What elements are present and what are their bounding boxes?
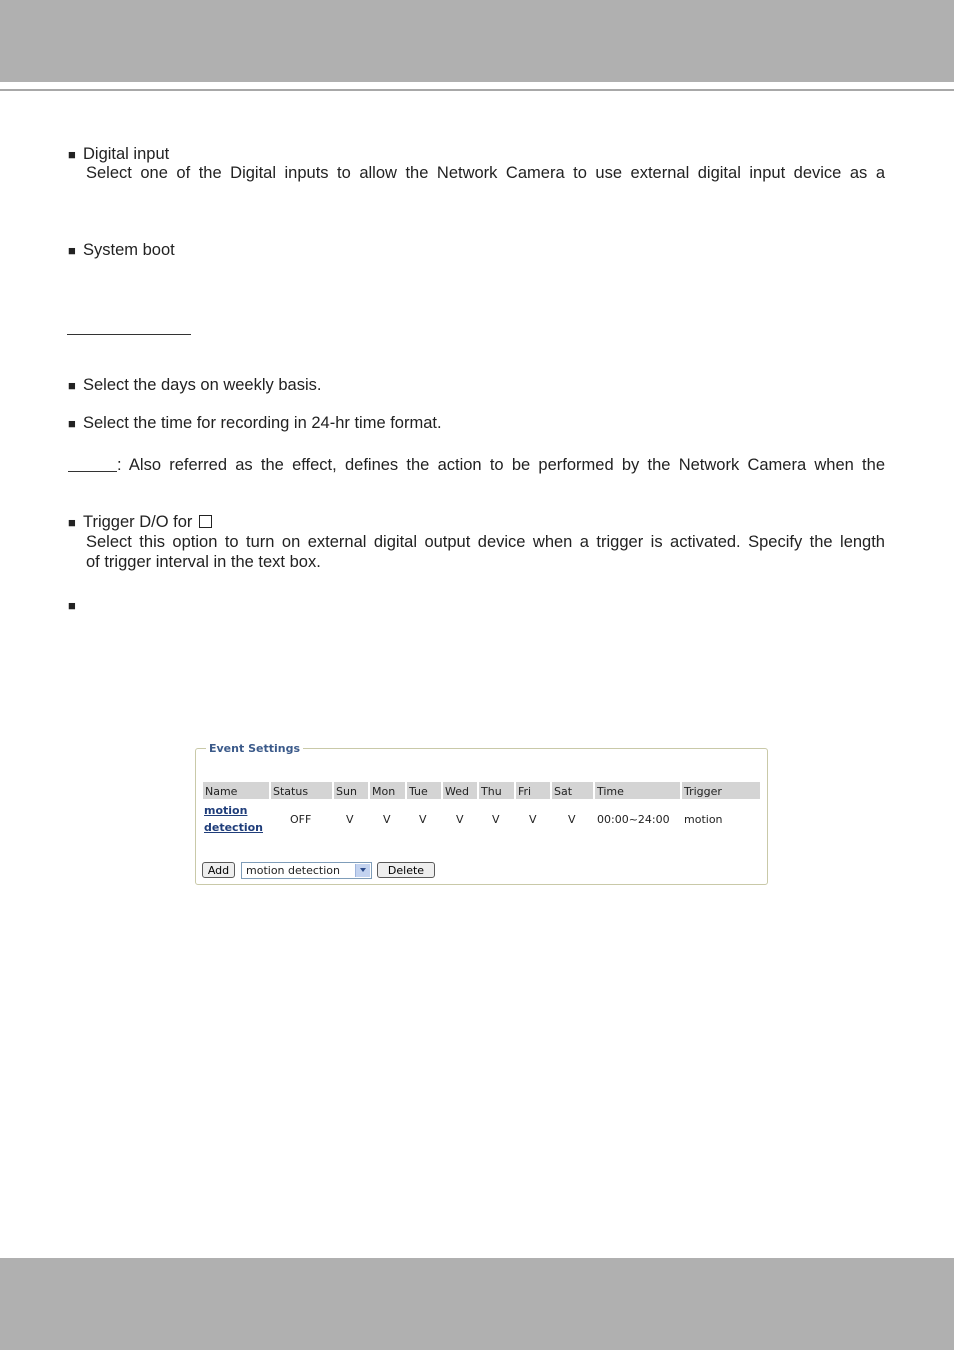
event-select-dropdown[interactable]	[241, 862, 372, 879]
empty-bullet-item	[68, 595, 83, 616]
column-header-sat: Sat	[552, 782, 593, 799]
bullet-icon: ■	[68, 243, 76, 258]
bullet-icon: ■	[68, 416, 76, 431]
digital-input-heading: ■ Digital input	[68, 145, 170, 163]
event-day-mon: V	[383, 813, 391, 826]
column-header-name: Name	[203, 782, 269, 799]
event-day-tue: V	[419, 813, 427, 826]
column-header-trigger: Trigger	[682, 782, 760, 799]
select-days-item: ■ Select the days on weekly basis.	[68, 376, 322, 394]
bullet-icon: ■	[68, 147, 76, 162]
trigger-do-heading: ■ Trigger D/O for	[68, 512, 212, 533]
column-header-time: Time	[595, 782, 680, 799]
column-header-status: Status	[271, 782, 332, 799]
event-select-value: motion detection	[246, 864, 340, 877]
trigger-do-line2: of trigger interval in the text box.	[86, 553, 321, 571]
event-day-wed: V	[456, 813, 464, 826]
bullet-icon: ■	[68, 598, 76, 613]
event-name-link-line2[interactable]: detection	[204, 821, 263, 834]
chevron-down-icon[interactable]	[355, 864, 370, 877]
system-boot-heading: ■ System boot	[68, 241, 175, 259]
event-name-link[interactable]: motion	[204, 804, 248, 817]
section-blank-underline	[67, 334, 191, 335]
page-footer-band	[0, 1258, 954, 1350]
event-day-fri: V	[529, 813, 537, 826]
action-blank-underline	[68, 471, 117, 472]
event-trigger-cell: motion	[684, 813, 723, 826]
column-header-sun: Sun	[334, 782, 368, 799]
column-header-tue: Tue	[407, 782, 441, 799]
digital-input-description: Select one of the Digital inputs to allow the Network Camera to use external digital input device as a	[86, 164, 885, 182]
action-description: : Also referred as the effect, defines the action to be performed by the Network Camera when the	[117, 456, 885, 474]
event-time-cell: 00:00~24:00	[597, 813, 670, 826]
event-day-sat: V	[568, 813, 576, 826]
event-day-sun: V	[346, 813, 354, 826]
select-time-item: ■ Select the time for recording in 24-hr time format.	[68, 414, 442, 432]
bullet-icon: ■	[68, 515, 76, 530]
event-day-thu: V	[492, 813, 500, 826]
page-header-band	[0, 0, 954, 82]
delete-button[interactable]: Delete	[377, 862, 435, 878]
trigger-do-line1: Select this option to turn on external digital output device when a trigger is activated. Specify the length	[86, 533, 885, 551]
column-header-fri: Fri	[516, 782, 550, 799]
event-status-cell: OFF	[290, 813, 312, 826]
header-divider	[0, 89, 954, 91]
column-header-wed: Wed	[443, 782, 477, 799]
bullet-icon: ■	[68, 378, 76, 393]
event-settings-legend: Event Settings	[206, 742, 303, 755]
column-header-mon: Mon	[370, 782, 405, 799]
event-settings-panel	[195, 742, 768, 885]
add-button[interactable]: Add	[202, 862, 235, 878]
column-header-thu: Thu	[479, 782, 514, 799]
trigger-do-checkbox[interactable]	[199, 515, 212, 528]
